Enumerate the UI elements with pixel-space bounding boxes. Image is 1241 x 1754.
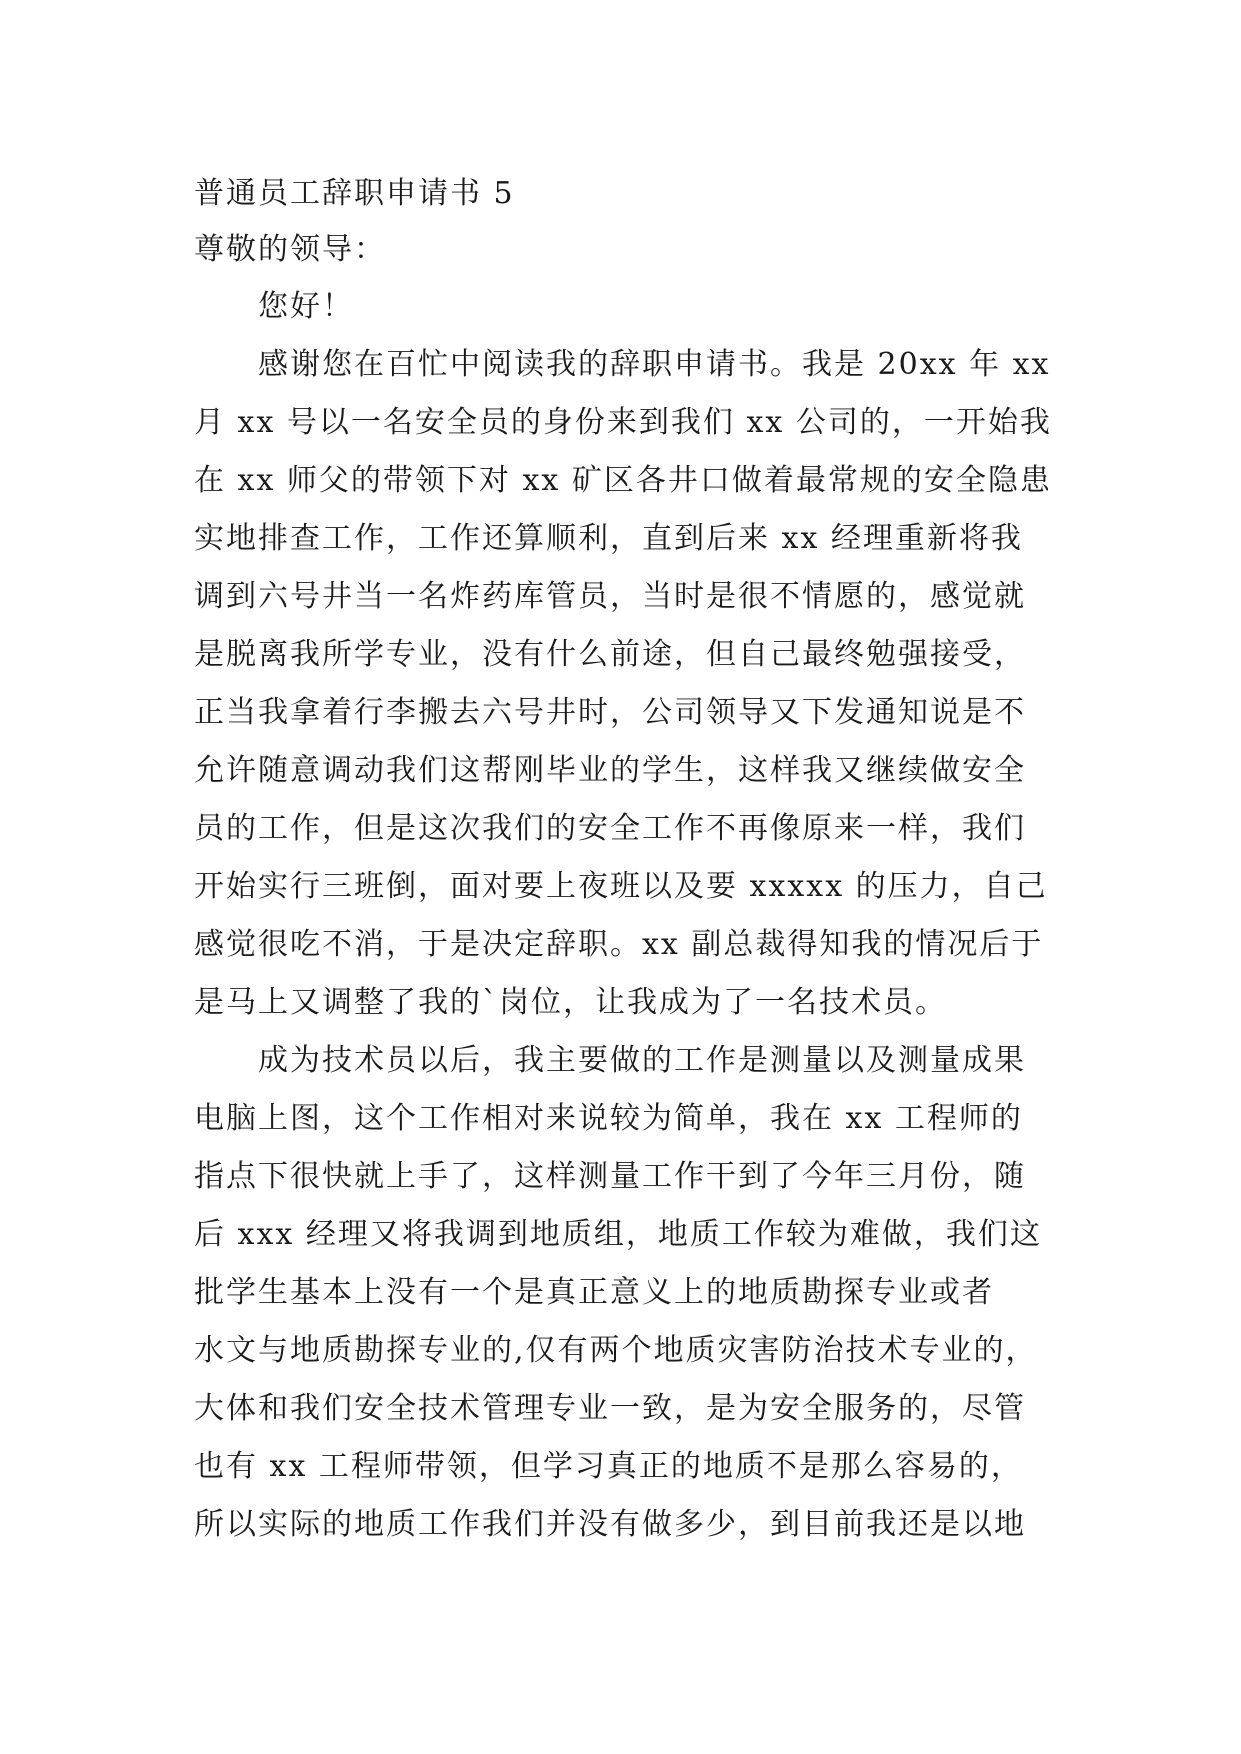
- paragraph-line: 是马上又调整了我的`岗位，让我成为了一名技术员。: [194, 985, 947, 1020]
- paragraph-line: 大体和我们安全技术管理专业一致，是为安全服务的，尽管: [194, 1391, 1026, 1426]
- greeting: 您好！: [258, 289, 354, 324]
- paragraph-line: 也有 xx 工程师带领，但学习真正的地质不是那么容易的，: [194, 1449, 1023, 1484]
- paragraph-1: [194, 336, 1064, 1032]
- document-body: [194, 166, 1064, 1554]
- paragraph-line: 实地排查工作，工作还算顺利，直到后来 xx 经理重新将我: [194, 521, 1023, 556]
- paragraph-line: 水文与地质勘探专业的,仅有两个地质灾害防治技术专业的，: [194, 1333, 1038, 1368]
- paragraph-line: 感谢您在百忙中阅读我的辞职申请书。我是 20xx 年 xx: [258, 347, 1051, 382]
- paragraph-line: 成为技术员以后，我主要做的工作是测量以及测量成果: [258, 1043, 1026, 1078]
- paragraph-line: 感觉很吃不消，于是决定辞职。xx 副总裁得知我的情况后于: [194, 927, 1044, 962]
- paragraph-line: 调到六号井当一名炸药库管员，当时是很不情愿的，感觉就: [194, 579, 1026, 614]
- paragraph-line: 后 xxx 经理又将我调到地质组，地质工作较为难做，我们这: [194, 1217, 1042, 1252]
- paragraph-line: 月 xx 号以一名安全员的身份来到我们 xx 公司的，一开始我: [194, 405, 1052, 440]
- paragraph-line: 开始实行三班倒，面对要上夜班以及要 xxxxx 的压力，自己: [194, 869, 1048, 904]
- paragraph-line: 员的工作，但是这次我们的安全工作不再像原来一样，我们: [194, 811, 1026, 846]
- paragraph-line: 允许随意调动我们这帮刚毕业的学生，这样我又继续做安全: [194, 753, 1026, 788]
- paragraph-line: 在 xx 师父的带领下对 xx 矿区各井口做着最常规的安全隐患: [194, 463, 1052, 498]
- paragraph-line: 电脑上图，这个工作相对来说较为简单，我在 xx 工程师的: [194, 1101, 1023, 1136]
- paragraph-line: 所以实际的地质工作我们并没有做多少，到目前我还是以地: [194, 1507, 1026, 1542]
- paragraph-line: 正当我拿着行李搬去六号井时，公司领导又下发通知说是不: [194, 695, 1026, 730]
- paragraph-line: 指点下很快就上手了，这样测量工作干到了今年三月份，随: [194, 1159, 1026, 1194]
- document-title: 普通员工辞职申请书 5: [194, 176, 515, 211]
- salutation: 尊敬的领导：: [194, 232, 386, 267]
- paragraph-line: 批学生基本上没有一个是真正意义上的地质勘探专业或者: [194, 1275, 994, 1310]
- paragraph-line: 是脱离我所学专业，没有什么前途，但自己最终勉强接受，: [194, 637, 1026, 672]
- paragraph-2: [194, 1032, 1064, 1554]
